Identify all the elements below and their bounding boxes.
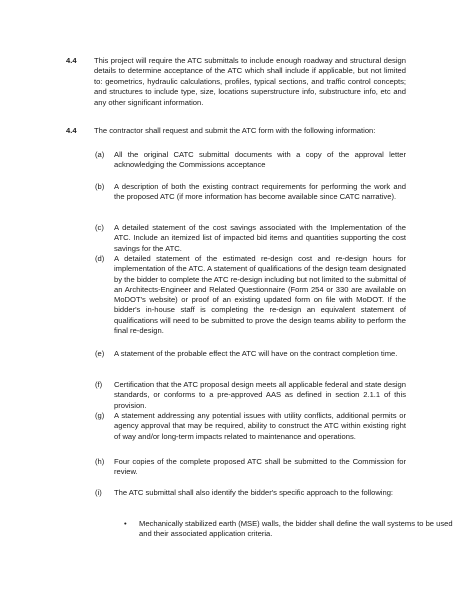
item-text: Four copies of the complete proposed ATC shall be submitted to the Commission for review. [114,457,406,477]
item-text: A statement addressing any potential issues with utility conflicts, additional permits or agency approval that may be required, ability to construct the ATC within existing right of way and/or long-term impacts related to maintenance and operations. [114,411,406,441]
item-text: Certification that the ATC proposal design meets all applicable federal and state design standards, or conforms to a pre-approved AAS as defined in section 2.1.1 of this provision. [114,380,406,410]
item-text: A detailed statement of the estimated re-design cost and re-design hours for implementation of the ATC. A statement of qualifications of the design team designated by the bidder to complete the ATC re-design including but not limited to the submittal of an Architects-Engineer and Related Questionnaire (Form 254 or 330 are available on MoDOT's website) or proof of an existing updated form on file with MoDOT. If the bidder's in-house staff is completing the re-design an equivalent statement of qualifications will need to be submitted to prove the design teams ability to perform the final re-design. [114,254,406,336]
bullet-marker: • [124,519,127,528]
item-label: (d) [95,254,105,263]
item-text: A statement of the probable effect the ATC will have on the contract completion time. [114,349,398,358]
item-label: (a) [95,150,105,159]
bullet-text: Mechanically stabilized earth (MSE) walls, the bidder shall define the wall systems to be used and their associated application criteria. [139,519,453,539]
item-label: (e) [95,349,105,358]
item-text: A detailed statement of the cost savings associated with the Implementation of the ATC. Include an itemized list of impacted bid items and quantities supporting the cost savings for the ATC. [114,223,406,253]
item-text: All the original CATC submittal documents with a copy of the approval letter acknowledging the Commissions acceptance [114,150,406,170]
section-number: 4.4 [66,126,77,135]
item-label: (h) [95,457,105,466]
item-text: A description of both the existing contract requirements for performing the work and the proposed ATC (if more information has become available since CATC narrative). [114,182,406,202]
item-text: The ATC submittal shall also identify the bidder's specific approach to the following: [114,488,394,497]
item-label: (i) [95,488,102,497]
item-label: (c) [95,223,104,232]
section-text: The contractor shall request and submit the ATC form with the following information: [94,126,376,135]
item-label: (f) [95,380,103,389]
section-number: 4.4 [66,56,77,65]
item-label: (g) [95,411,105,420]
section-text: This project will require the ATC submittals to include enough roadway and structural design details to determine acceptance of the ATC which shall include if applicable, but not limited to: geometrics, hydraulic calculations, profiles, typical sections, and traffic control concepts; and structures to include type, size, locations superstructure info, substructure info, etc and any other significant information. [94,56,406,107]
item-label: (b) [95,182,105,191]
